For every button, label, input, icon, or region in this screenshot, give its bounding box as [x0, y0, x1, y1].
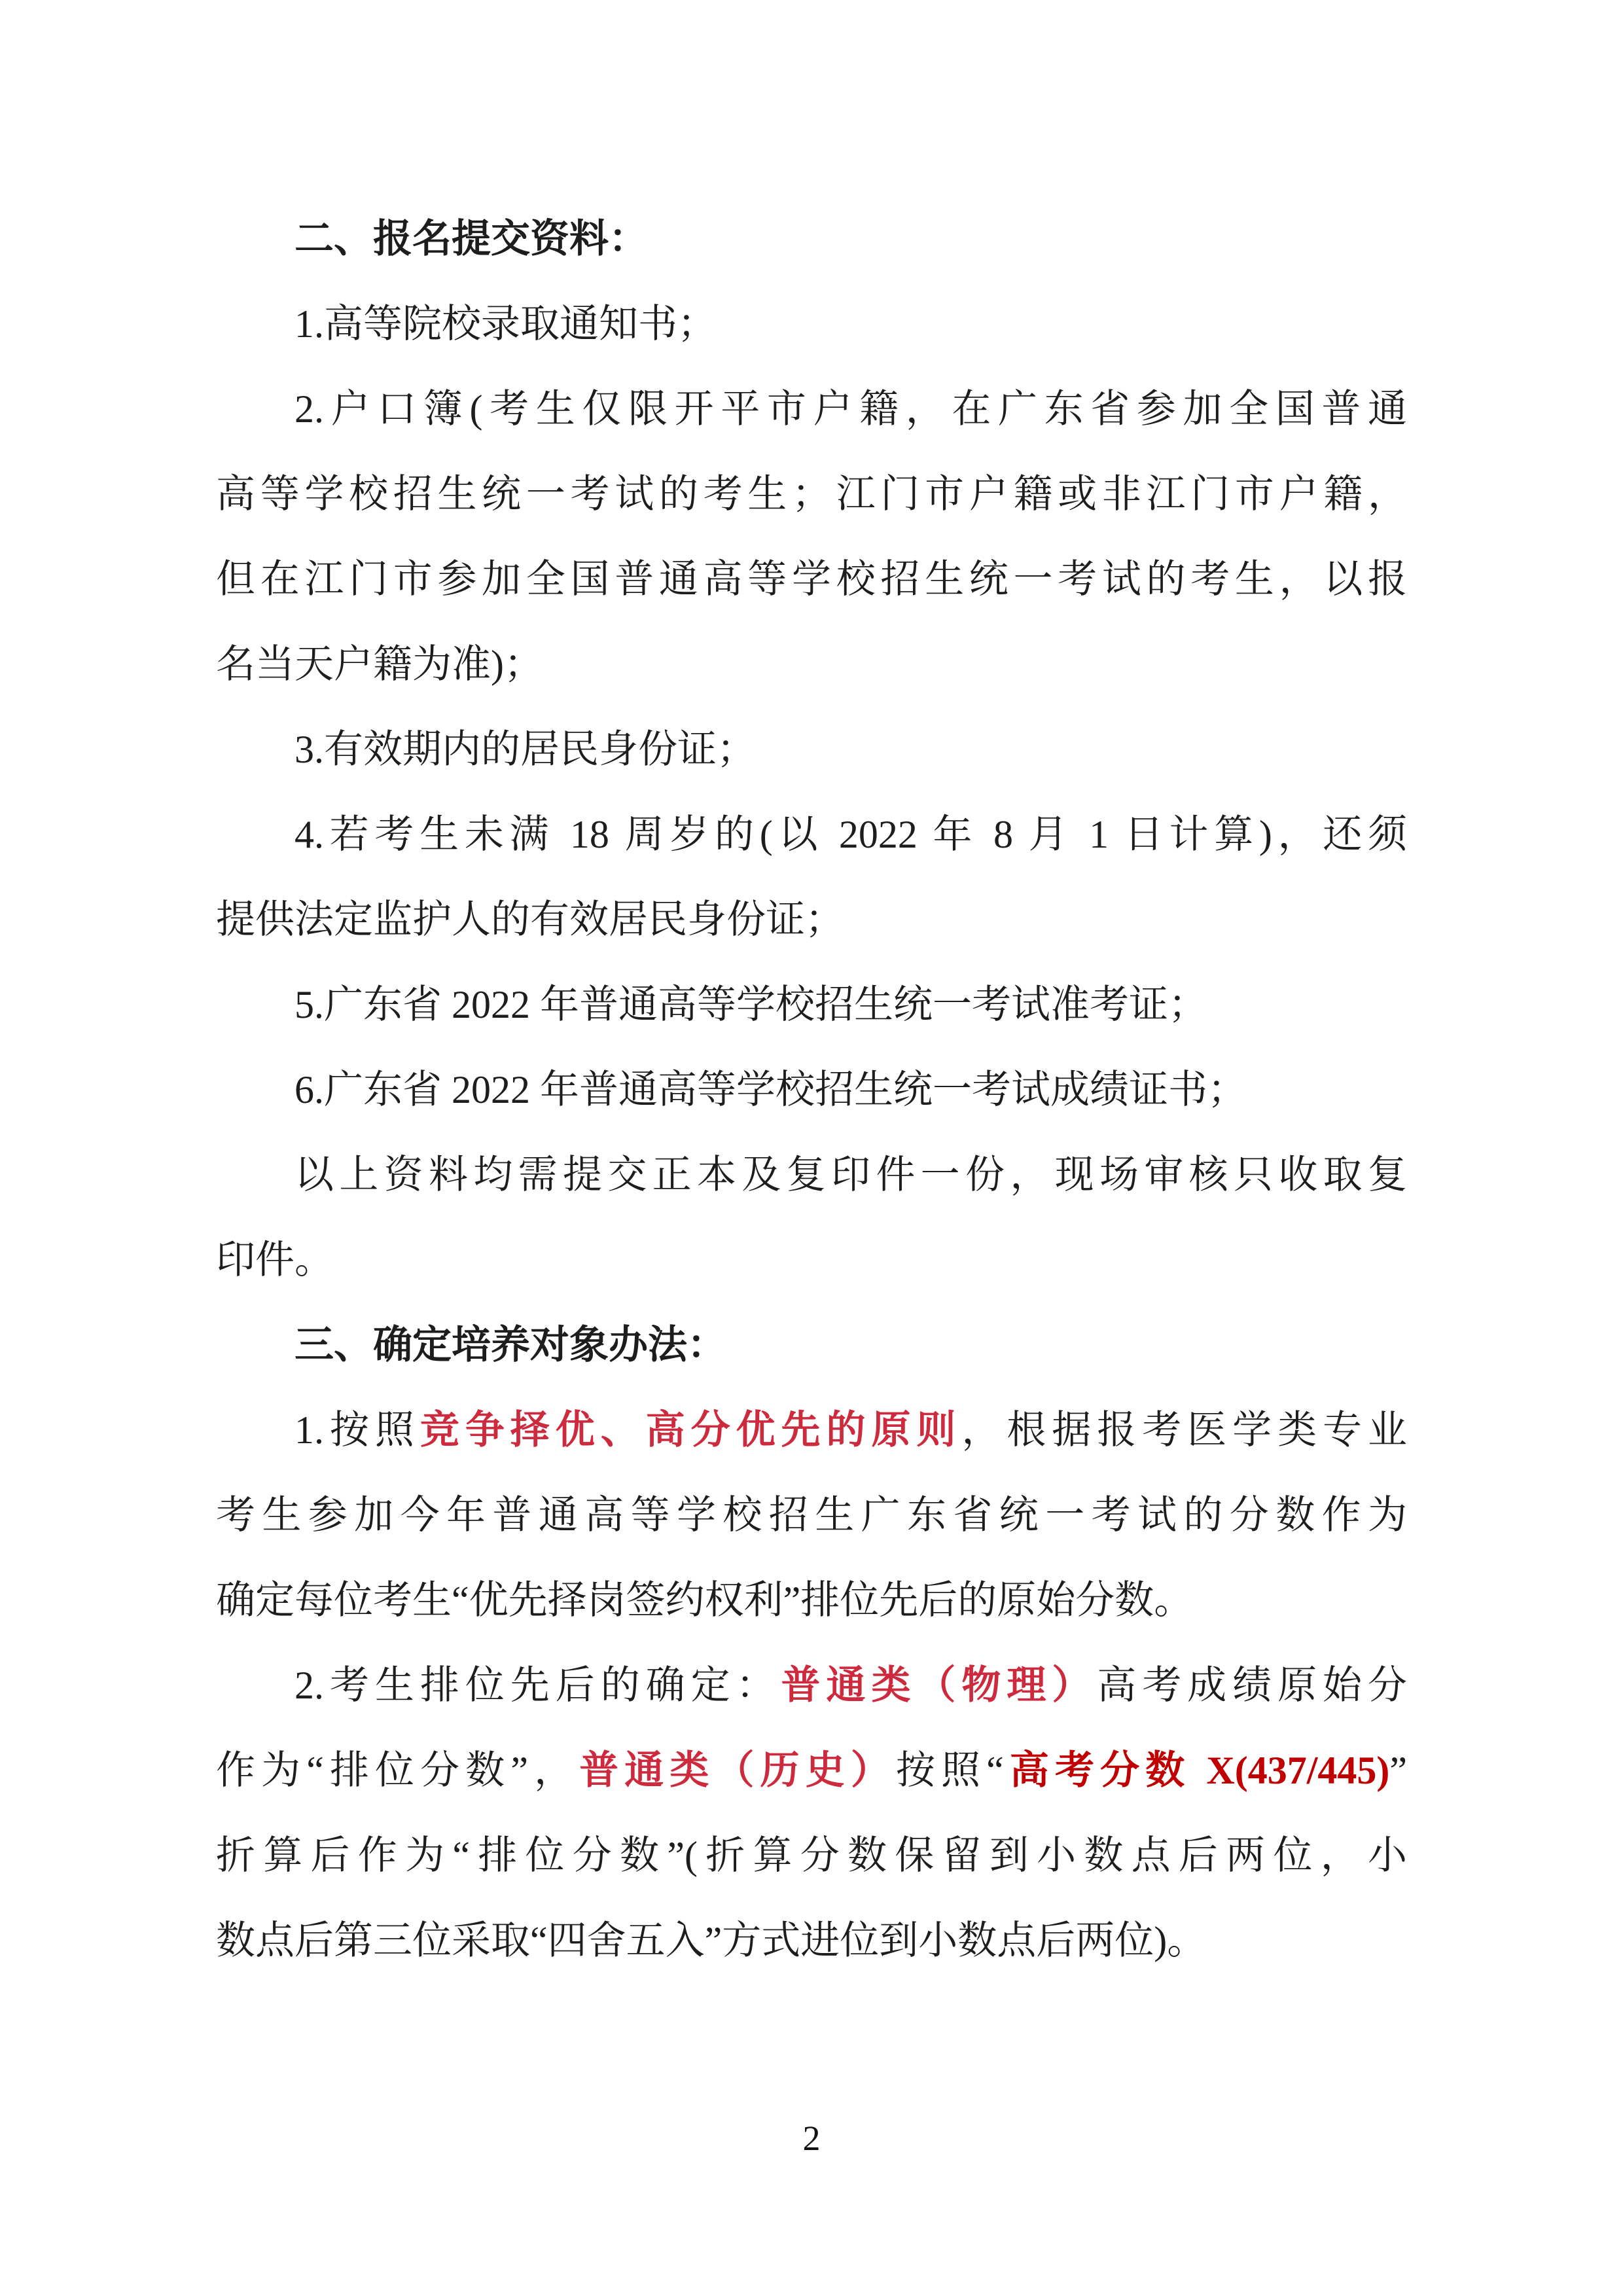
- text-run: 4.若考生未满 18 周岁的(以 2022 年 8 月 1 日计算)，还须: [294, 813, 1407, 856]
- text-run: 作为“排位分数”，: [216, 1749, 580, 1792]
- highlighted-text-run: 普通类（历史）: [579, 1749, 896, 1792]
- text-line: [216, 962, 1407, 1047]
- text-line: [216, 1217, 1407, 1302]
- document-body: [216, 196, 1407, 1983]
- text-run: 2.考生排位先后的确定：: [294, 1664, 781, 1707]
- text-run: ”: [1389, 1749, 1407, 1792]
- text-run: 6.广东省 2022 年普通高等学校招生统一考试成绩证书；: [294, 1068, 1247, 1111]
- text-line: [216, 1047, 1407, 1132]
- text-run: 按照“: [895, 1749, 1004, 1792]
- text-run: 数点后第三位采取“四舍五入”方式进位到小数点后两位)。: [216, 1919, 1207, 1962]
- text-run: 名当天户籍为准)；: [216, 643, 543, 686]
- text-line: [216, 1813, 1407, 1898]
- text-line: [216, 1898, 1407, 1983]
- text-line: [216, 537, 1407, 622]
- text-run: 以上资料均需提交正本及复印件一份，现场审核只收取复: [294, 1153, 1407, 1196]
- text-line: [216, 1558, 1407, 1643]
- text-run: 提供法定监护人的有效居民身份证；: [216, 898, 844, 941]
- text-line: [216, 196, 1407, 281]
- text-run: ，根据报考医学类专业: [961, 1408, 1407, 1452]
- highlighted-text-run: 高考分数 X(437/445): [1003, 1749, 1390, 1792]
- text-line: [216, 707, 1407, 792]
- text-run: 高考成绩原始分: [1097, 1664, 1407, 1707]
- text-run: 确定每位考生“优先择岗签约权利”排位先后的原始分数。: [216, 1579, 1194, 1622]
- text-run: 高等学校招生统一考试的考生；江门市户籍或非江门市户籍，: [216, 473, 1407, 516]
- text-line: [216, 877, 1407, 962]
- text-line: [216, 1302, 1407, 1388]
- text-run: 5.广东省 2022 年普通高等学校招生统一考试准考证；: [294, 983, 1207, 1026]
- text-line: [216, 792, 1407, 877]
- text-line: [216, 367, 1407, 452]
- text-run: 2.户口簿(考生仅限开平市户籍，在广东省参加全国普通: [294, 387, 1407, 431]
- highlighted-text-run: 竞争择优、高分优先的原则: [419, 1408, 962, 1452]
- text-line: [216, 1132, 1407, 1217]
- text-run: 折算后作为“排位分数”(折算分数保留到小数点后两位，小: [216, 1834, 1407, 1877]
- text-run: 印件。: [216, 1238, 334, 1282]
- text-run: 但在江门市参加全国普通高等学校招生统一考试的考生，以报: [216, 558, 1407, 601]
- text-run: 1.高等院校录取通知书；: [294, 302, 717, 346]
- text-run: 3.有效期内的居民身份证；: [294, 728, 756, 771]
- text-line: [216, 1388, 1407, 1473]
- text-line: [216, 1643, 1407, 1728]
- text-line: [216, 452, 1407, 537]
- highlighted-text-run: 普通类（物理）: [781, 1664, 1097, 1707]
- text-line: [216, 281, 1407, 367]
- page-number: 2: [802, 2119, 821, 2158]
- text-run: 考生参加今年普通高等学校招生广东省统一考试的分数作为: [216, 1494, 1407, 1537]
- text-run: 1.按照: [294, 1408, 420, 1452]
- text-run: 二、报名提交资料：: [294, 217, 648, 260]
- text-line: [216, 1728, 1407, 1813]
- text-line: [216, 622, 1407, 707]
- text-line: [216, 1473, 1407, 1558]
- text-run: 三、确定培养对象办法：: [294, 1323, 726, 1367]
